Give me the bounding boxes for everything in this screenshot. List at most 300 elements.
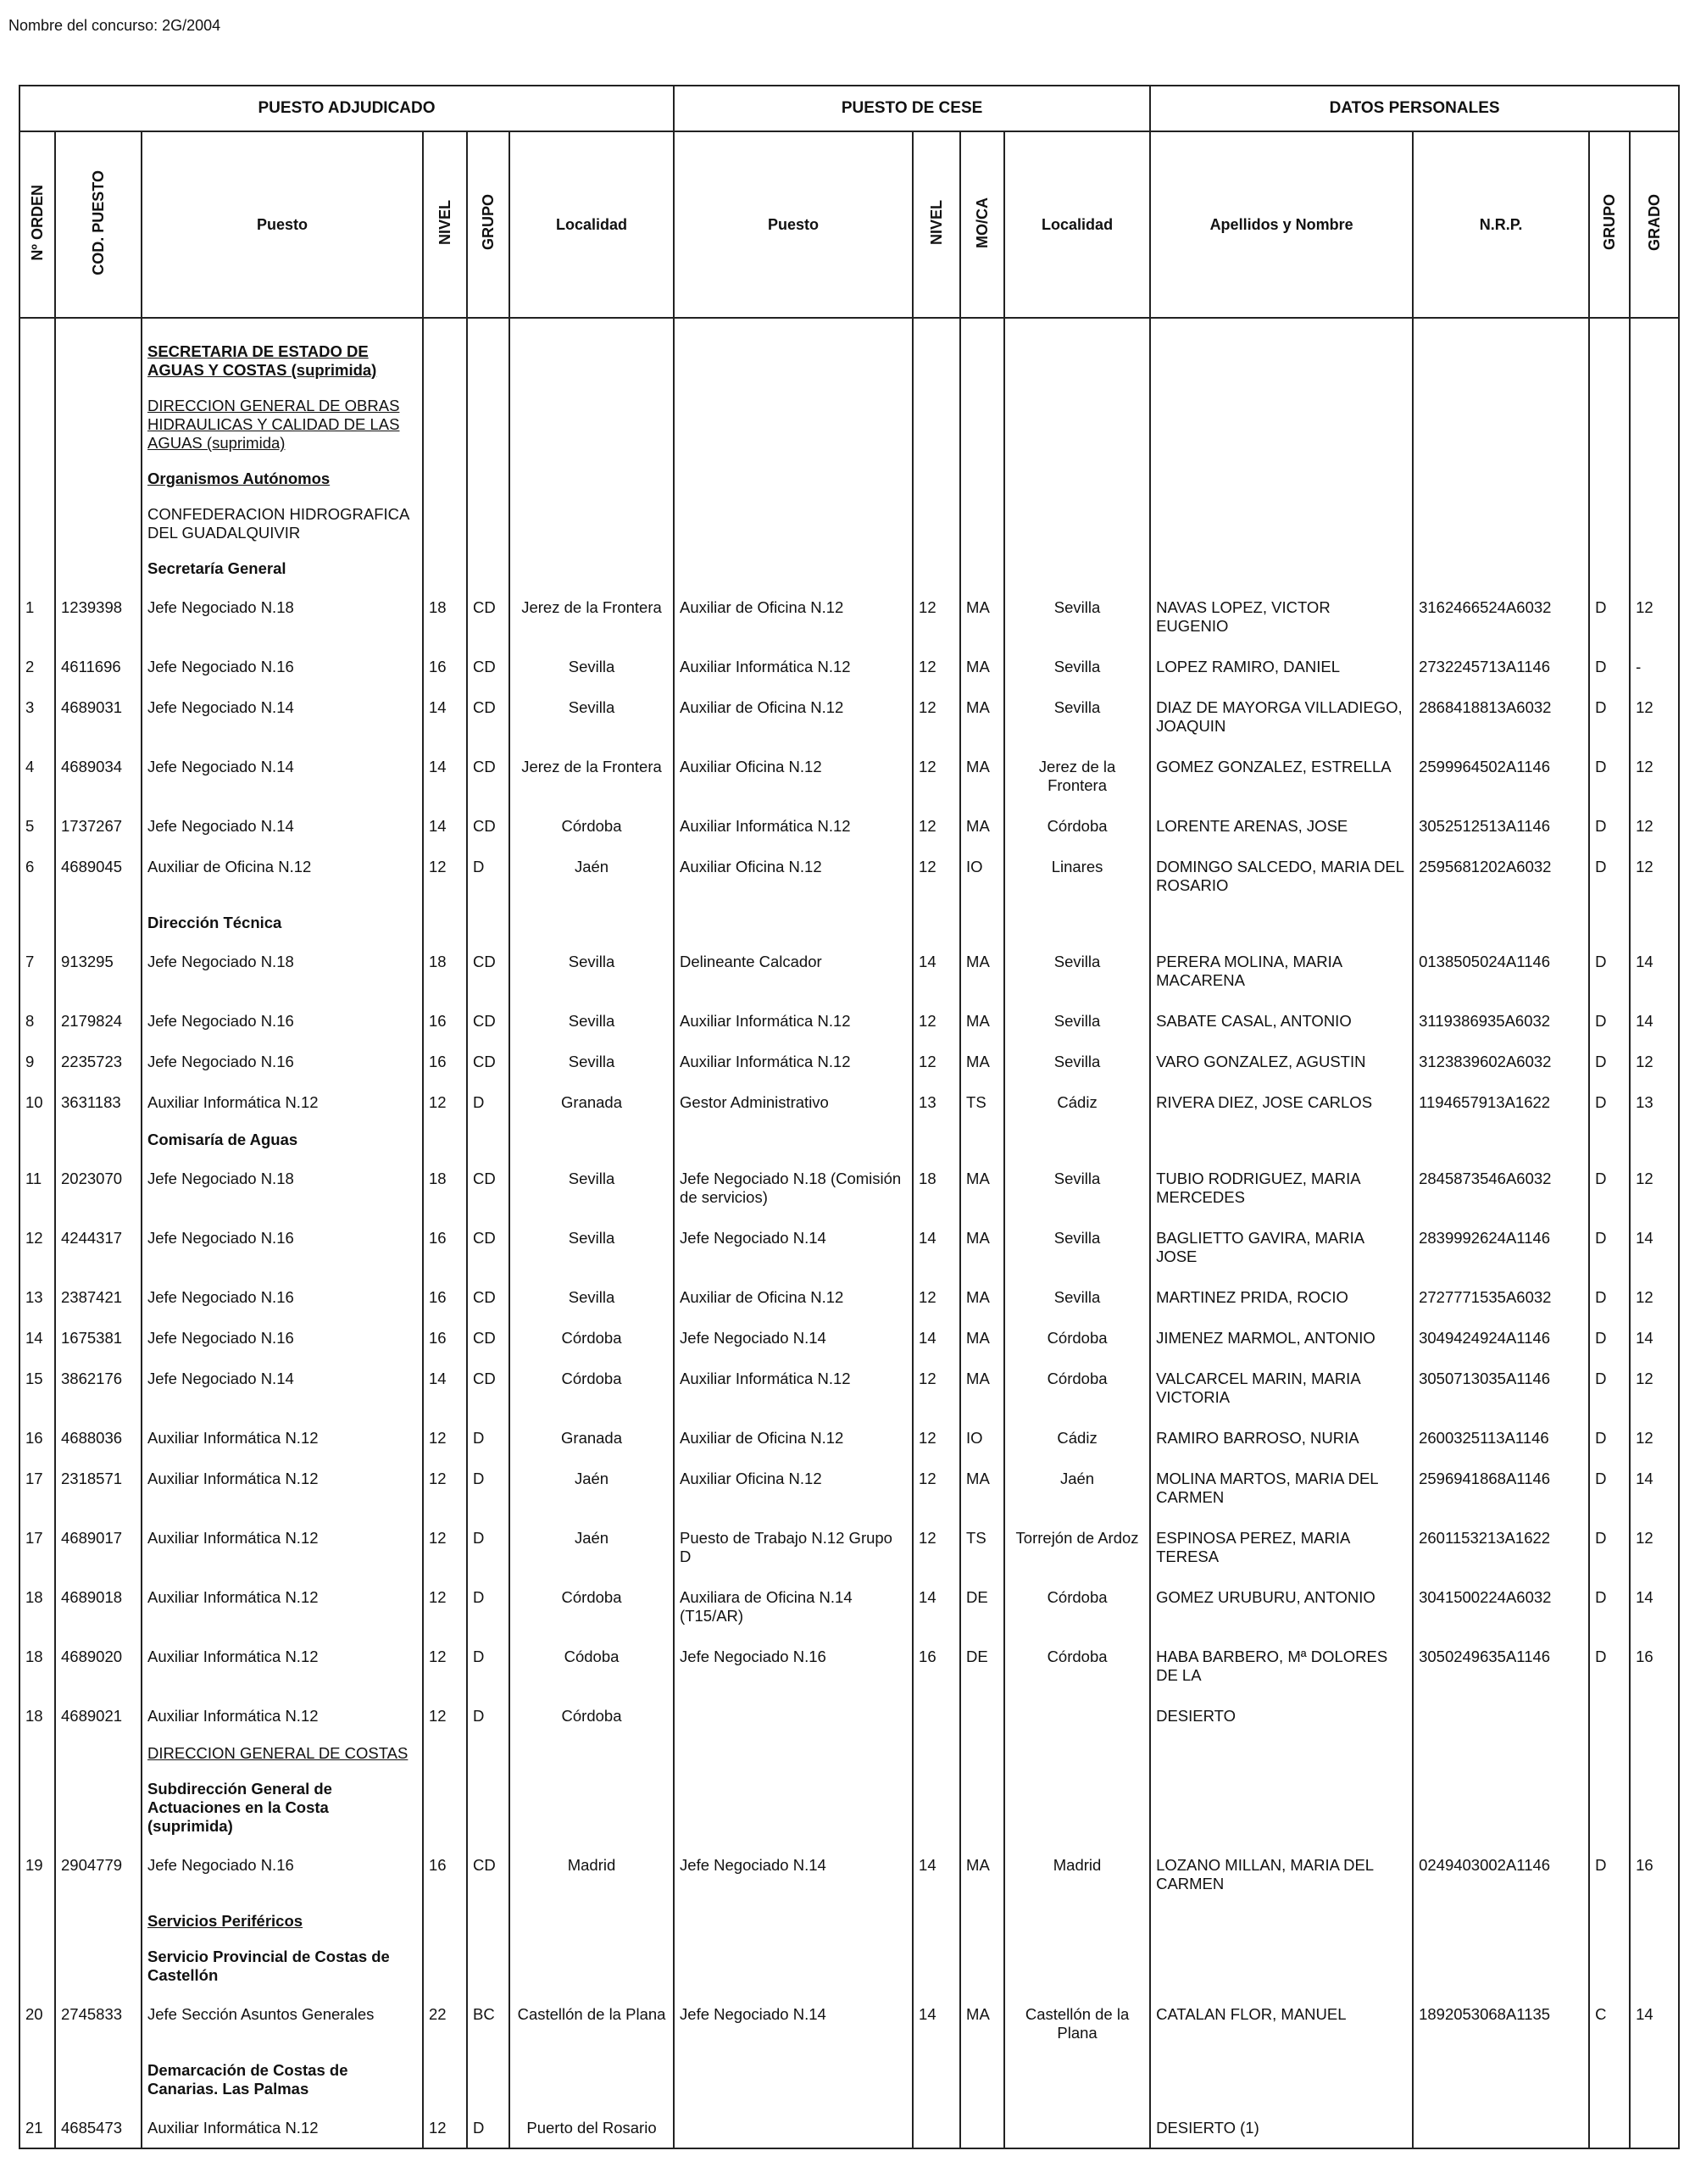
cell-localidad2: Sevilla: [1004, 941, 1150, 1000]
cell-grupo: CD: [467, 586, 509, 646]
empty-cell: [674, 334, 913, 388]
cell-puesto2: Auxiliar Oficina N.12: [674, 846, 913, 905]
cell-puesto2: Auxiliar Informática N.12: [674, 646, 913, 686]
empty-cell: [1004, 461, 1150, 497]
cell-puesto2: Jefe Negociado N.14: [674, 1993, 913, 2053]
col-moca: [960, 131, 1004, 318]
table-row: [19, 686, 1679, 746]
empty-cell: [1413, 334, 1589, 388]
cell-grupo: CD: [467, 941, 509, 1000]
empty-cell: [467, 461, 509, 497]
empty-cell: [19, 1903, 55, 1939]
empty-cell: [509, 461, 674, 497]
empty-cell: [1004, 551, 1150, 586]
cell-localidad2: Sevilla: [1004, 646, 1150, 686]
cell-nivel2: 12: [913, 646, 960, 686]
cell-grupo: D: [467, 1081, 509, 1122]
table-row: [19, 1636, 1679, 1695]
cell-nombre: NAVAS LOPEZ, VICTOR EUGENIO: [1150, 586, 1413, 646]
table-body: [19, 318, 1679, 2148]
empty-cell: [1004, 905, 1150, 941]
cell-orden: 1: [19, 586, 55, 646]
empty-cell: [467, 1771, 509, 1844]
empty-cell: [674, 497, 913, 551]
empty-cell: [55, 905, 142, 941]
cell-nivel: 12: [423, 846, 467, 905]
cell-nivel2: 12: [913, 805, 960, 846]
cell-grupo: CD: [467, 686, 509, 746]
empty-cell: [467, 1736, 509, 1771]
cell-puesto: Jefe Negociado N.18: [142, 941, 423, 1000]
cell-nivel: 12: [423, 2107, 467, 2148]
section-row: [19, 551, 1679, 586]
cell-grado: 12: [1630, 805, 1679, 846]
empty-cell: [423, 551, 467, 586]
empty-cell: [19, 334, 55, 388]
cell-nrp: 3162466524A6032: [1413, 586, 1589, 646]
cell-grado: 14: [1630, 1317, 1679, 1358]
cell-localidad: Sevilla: [509, 1041, 674, 1081]
empty-cell: [423, 905, 467, 941]
cell-localidad2: Cádiz: [1004, 1417, 1150, 1458]
table-row: [19, 1993, 1679, 2053]
cell-grupo: CD: [467, 1217, 509, 1276]
empty-cell: [1630, 1939, 1679, 1993]
empty-cell: [1150, 497, 1413, 551]
empty-cell: [1630, 1122, 1679, 1158]
cell-nrp: 3049424924A1146: [1413, 1317, 1589, 1358]
cell-localidad: Jaén: [509, 1517, 674, 1576]
cell-nivel2: 12: [913, 1358, 960, 1417]
empty-cell: [1004, 1939, 1150, 1993]
cell-puesto: Auxiliar Informática N.12: [142, 1517, 423, 1576]
cell-cod: 4689017: [55, 1517, 142, 1576]
cell-nrp: 2599964502A1146: [1413, 746, 1589, 805]
cell-orden: 7: [19, 941, 55, 1000]
empty-cell: [913, 1903, 960, 1939]
cell-grupo: CD: [467, 1000, 509, 1041]
section-row: [19, 1122, 1679, 1158]
cell-grado: 12: [1630, 746, 1679, 805]
cell-localidad: Sevilla: [509, 1158, 674, 1217]
cell-moca: [960, 2107, 1004, 2148]
empty-cell: [55, 497, 142, 551]
cell-grupo: CD: [467, 1158, 509, 1217]
cell-localidad: Córdoba: [509, 1317, 674, 1358]
section-heading: [142, 334, 423, 388]
cell-nombre: BAGLIETTO GAVIRA, MARIA JOSE: [1150, 1217, 1413, 1276]
empty-cell: [1413, 1122, 1589, 1158]
cell-nivel2: 12: [913, 586, 960, 646]
cell-nivel: 12: [423, 1695, 467, 1736]
cell-nivel: 16: [423, 646, 467, 686]
cell-puesto2: Delineante Calcador: [674, 941, 913, 1000]
empty-cell: [423, 1939, 467, 1993]
cell-moca: DE: [960, 1576, 1004, 1636]
empty-cell: [19, 2053, 55, 2107]
empty-cell: [913, 461, 960, 497]
table-row: [19, 746, 1679, 805]
table-row: [19, 1458, 1679, 1517]
cell-cod: 3631183: [55, 1081, 142, 1122]
cell-grado: 16: [1630, 1636, 1679, 1695]
cell-nivel2: 14: [913, 1844, 960, 1903]
section-row: [19, 388, 1679, 461]
spacer-cell: [1413, 318, 1589, 334]
cell-orden: 4: [19, 746, 55, 805]
empty-cell: [960, 388, 1004, 461]
empty-cell: [1589, 334, 1630, 388]
cell-nombre: DOMINGO SALCEDO, MARIA DEL ROSARIO: [1150, 846, 1413, 905]
cell-localidad: Jerez de la Frontera: [509, 746, 674, 805]
table-row: [19, 1276, 1679, 1317]
cell-nivel2: 12: [913, 1458, 960, 1517]
cell-localidad2: Madrid: [1004, 1844, 1150, 1903]
cell-cod: 1737267: [55, 805, 142, 846]
cell-grado: [1630, 1695, 1679, 1736]
cell-puesto: Auxiliar de Oficina N.12: [142, 846, 423, 905]
empty-cell: [1589, 2053, 1630, 2107]
col-nivel-label: NIVEL: [436, 199, 453, 245]
cell-moca: DE: [960, 1636, 1004, 1695]
cell-localidad: Granada: [509, 1081, 674, 1122]
cell-grupo2: D: [1589, 746, 1630, 805]
cell-puesto: Jefe Negociado N.18: [142, 1158, 423, 1217]
section-heading-text: Subdirección General de Actuaciones en la Costa (suprimida): [147, 1780, 332, 1835]
empty-cell: [423, 1122, 467, 1158]
spacer-cell: [1630, 318, 1679, 334]
cell-nivel2: [913, 1695, 960, 1736]
cell-localidad: Córdoba: [509, 805, 674, 846]
table-row: [19, 1517, 1679, 1576]
empty-cell: [674, 1771, 913, 1844]
cell-nivel: 12: [423, 1636, 467, 1695]
cell-localidad: Granada: [509, 1417, 674, 1458]
empty-cell: [423, 1903, 467, 1939]
cell-moca: TS: [960, 1517, 1004, 1576]
col-grupo-label: GRUPO: [479, 194, 497, 251]
cell-grupo: D: [467, 1517, 509, 1576]
cell-cod: 2745833: [55, 1993, 142, 2053]
empty-cell: [19, 1736, 55, 1771]
table-row: [19, 586, 1679, 646]
section-heading: [142, 1771, 423, 1844]
empty-cell: [1004, 1771, 1150, 1844]
cell-grupo2: D: [1589, 1217, 1630, 1276]
cell-cod: 4689031: [55, 686, 142, 746]
empty-cell: [19, 461, 55, 497]
cell-cod: 4689018: [55, 1576, 142, 1636]
cell-nivel2: 12: [913, 1417, 960, 1458]
cell-nivel: 22: [423, 1993, 467, 2053]
cell-grupo: D: [467, 1695, 509, 1736]
section-heading-text: Servicio Provincial de Costas de Castellón: [147, 1948, 390, 1984]
section-heading-text: DIRECCION GENERAL DE COSTAS: [147, 1744, 408, 1762]
cell-puesto: Jefe Negociado N.14: [142, 686, 423, 746]
cell-nrp: 3050249635A1146: [1413, 1636, 1589, 1695]
col-cod-puesto: [55, 131, 142, 318]
col-nrp: N.R.P.: [1413, 131, 1589, 318]
cell-grado: 13: [1630, 1081, 1679, 1122]
cell-grupo2: D: [1589, 646, 1630, 686]
cell-localidad: Sevilla: [509, 646, 674, 686]
spacer-cell: [55, 318, 142, 334]
empty-cell: [1413, 1903, 1589, 1939]
section-heading: [142, 497, 423, 551]
empty-cell: [960, 1771, 1004, 1844]
cell-localidad2: Sevilla: [1004, 1276, 1150, 1317]
cell-grupo2: D: [1589, 1041, 1630, 1081]
cell-puesto2: Auxiliar Oficina N.12: [674, 746, 913, 805]
empty-cell: [674, 1939, 913, 1993]
section-heading: [142, 551, 423, 586]
empty-cell: [1630, 497, 1679, 551]
empty-cell: [1589, 551, 1630, 586]
cell-puesto: Jefe Negociado N.14: [142, 746, 423, 805]
cell-nrp: 3119386935A6032: [1413, 1000, 1589, 1041]
cell-nombre: LORENTE ARENAS, JOSE: [1150, 805, 1413, 846]
cell-moca: MA: [960, 1317, 1004, 1358]
empty-cell: [913, 1736, 960, 1771]
cell-nombre: LOZANO MILLAN, MARIA DEL CARMEN: [1150, 1844, 1413, 1903]
empty-cell: [509, 497, 674, 551]
cell-nivel: 14: [423, 1358, 467, 1417]
empty-cell: [55, 388, 142, 461]
cell-nombre: MOLINA MARTOS, MARIA DEL CARMEN: [1150, 1458, 1413, 1517]
cell-cod: 2179824: [55, 1000, 142, 1041]
cell-grupo2: D: [1589, 1276, 1630, 1317]
cell-localidad: Sevilla: [509, 1000, 674, 1041]
adjudicaciones-table-wrap: [19, 85, 1678, 2149]
spacer-cell: [1150, 318, 1413, 334]
header-datos-personales: DATOS PERSONALES: [1150, 86, 1679, 131]
empty-cell: [467, 334, 509, 388]
cell-moca: MA: [960, 646, 1004, 686]
empty-cell: [960, 905, 1004, 941]
cell-localidad: Castellón de la Plana: [509, 1993, 674, 2053]
empty-cell: [423, 334, 467, 388]
empty-cell: [467, 1122, 509, 1158]
cell-nrp: [1413, 1695, 1589, 1736]
col-orden-label: Nº ORDEN: [28, 184, 46, 261]
spacer-cell: [423, 318, 467, 334]
cell-localidad: Córdoba: [509, 1576, 674, 1636]
empty-cell: [509, 1939, 674, 1993]
spacer-cell: [960, 318, 1004, 334]
table-row: [19, 805, 1679, 846]
empty-cell: [913, 2053, 960, 2107]
cell-orden: 3: [19, 686, 55, 746]
table-row: [19, 1000, 1679, 1041]
cell-grado: 12: [1630, 1158, 1679, 1217]
cell-nivel2: 12: [913, 746, 960, 805]
empty-cell: [1413, 497, 1589, 551]
empty-cell: [1150, 1736, 1413, 1771]
spacer-cell: [674, 318, 913, 334]
cell-grupo2: D: [1589, 1576, 1630, 1636]
empty-cell: [467, 1939, 509, 1993]
empty-cell: [55, 1736, 142, 1771]
empty-cell: [1413, 905, 1589, 941]
cell-nrp: 3041500224A6032: [1413, 1576, 1589, 1636]
empty-cell: [674, 2053, 913, 2107]
cell-nivel2: 12: [913, 846, 960, 905]
cell-orden: 17: [19, 1517, 55, 1576]
cell-puesto: Jefe Negociado N.18: [142, 586, 423, 646]
empty-cell: [467, 497, 509, 551]
col-nivel: [423, 131, 467, 318]
cell-orden: 16: [19, 1417, 55, 1458]
cell-nivel2: [913, 2107, 960, 2148]
spacer-cell: [1589, 318, 1630, 334]
empty-cell: [1004, 1736, 1150, 1771]
cell-puesto: Auxiliar Informática N.12: [142, 1458, 423, 1517]
cell-localidad2: Sevilla: [1004, 1158, 1150, 1217]
cell-grupo2: D: [1589, 1458, 1630, 1517]
cell-orden: 11: [19, 1158, 55, 1217]
empty-cell: [509, 334, 674, 388]
cell-puesto2: Puesto de Trabajo N.12 Grupo D: [674, 1517, 913, 1576]
cell-localidad2: Córdoba: [1004, 1358, 1150, 1417]
cell-nivel: 12: [423, 1458, 467, 1517]
cell-moca: TS: [960, 1081, 1004, 1122]
section-heading-text: SECRETARIA DE ESTADO DE AGUAS Y COSTAS (suprimida): [147, 342, 377, 379]
cell-cod: 2235723: [55, 1041, 142, 1081]
cell-grupo2: D: [1589, 1158, 1630, 1217]
section-heading: [142, 1122, 423, 1158]
empty-cell: [960, 334, 1004, 388]
cell-moca: MA: [960, 1158, 1004, 1217]
empty-cell: [55, 1903, 142, 1939]
cell-localidad: Sevilla: [509, 941, 674, 1000]
cell-localidad2: Sevilla: [1004, 1000, 1150, 1041]
empty-cell: [913, 497, 960, 551]
cell-nivel2: 14: [913, 1317, 960, 1358]
cell-nivel: 18: [423, 586, 467, 646]
empty-cell: [1413, 388, 1589, 461]
cell-nrp: 0249403002A1146: [1413, 1844, 1589, 1903]
spacer-cell: [19, 318, 55, 334]
cell-nivel: 16: [423, 1041, 467, 1081]
empty-cell: [423, 388, 467, 461]
cell-localidad: Madrid: [509, 1844, 674, 1903]
cell-grupo: CD: [467, 646, 509, 686]
cell-localidad2: Cádiz: [1004, 1081, 1150, 1122]
empty-cell: [467, 1903, 509, 1939]
empty-cell: [1630, 1771, 1679, 1844]
cell-nombre: DESIERTO (1): [1150, 2107, 1413, 2148]
cell-orden: 19: [19, 1844, 55, 1903]
empty-cell: [913, 1939, 960, 1993]
empty-cell: [960, 1903, 1004, 1939]
cell-nrp: 2732245713A1146: [1413, 646, 1589, 686]
empty-cell: [1630, 1736, 1679, 1771]
cell-puesto: Auxiliar Informática N.12: [142, 1576, 423, 1636]
table-row: [19, 846, 1679, 905]
cell-nombre: TUBIO RODRIGUEZ, MARIA MERCEDES: [1150, 1158, 1413, 1217]
cell-nivel2: 12: [913, 1000, 960, 1041]
cell-cod: 4689020: [55, 1636, 142, 1695]
empty-cell: [1004, 497, 1150, 551]
cell-grado: 16: [1630, 1844, 1679, 1903]
col-moca-label: MO/CA: [973, 197, 991, 248]
cell-moca: MA: [960, 1000, 1004, 1041]
cell-nombre: RIVERA DIEZ, JOSE CARLOS: [1150, 1081, 1413, 1122]
cell-cod: 2318571: [55, 1458, 142, 1517]
empty-cell: [55, 334, 142, 388]
cell-nrp: 2839992624A1146: [1413, 1217, 1589, 1276]
empty-cell: [1150, 1122, 1413, 1158]
col-grado-label: GRADO: [1645, 194, 1663, 251]
table-row: [19, 1417, 1679, 1458]
cell-grado: 14: [1630, 1458, 1679, 1517]
empty-cell: [1630, 461, 1679, 497]
cell-nrp: 3052512513A1146: [1413, 805, 1589, 846]
cell-localidad2: [1004, 1695, 1150, 1736]
cell-grupo2: D: [1589, 1844, 1630, 1903]
empty-cell: [1150, 905, 1413, 941]
cell-nrp: 2727771535A6032: [1413, 1276, 1589, 1317]
cell-nivel: 12: [423, 1417, 467, 1458]
cell-cod: 4689034: [55, 746, 142, 805]
cell-puesto: Auxiliar Informática N.12: [142, 1636, 423, 1695]
col-puesto: Puesto: [142, 131, 423, 318]
cell-cod: 4685473: [55, 2107, 142, 2148]
cell-orden: 10: [19, 1081, 55, 1122]
table-row: [19, 2107, 1679, 2148]
cell-orden: 18: [19, 1576, 55, 1636]
cell-puesto2: [674, 2107, 913, 2148]
cell-nivel2: 12: [913, 1041, 960, 1081]
cell-moca: MA: [960, 1993, 1004, 2053]
spacer-cell: [142, 318, 423, 334]
empty-cell: [1413, 1939, 1589, 1993]
empty-cell: [55, 2053, 142, 2107]
col-nivel-cese-label: NIVEL: [927, 199, 945, 245]
empty-cell: [1589, 461, 1630, 497]
section-heading: [142, 461, 423, 497]
empty-cell: [467, 905, 509, 941]
empty-cell: [423, 497, 467, 551]
cell-puesto2: Jefe Negociado N.14: [674, 1317, 913, 1358]
col-grupo: [467, 131, 509, 318]
col-nivel-cese: [913, 131, 960, 318]
empty-cell: [960, 1736, 1004, 1771]
section-row: [19, 461, 1679, 497]
cell-nivel2: 12: [913, 1517, 960, 1576]
cell-nombre: VALCARCEL MARIN, MARIA VICTORIA: [1150, 1358, 1413, 1417]
cell-orden: 12: [19, 1217, 55, 1276]
section-row: [19, 334, 1679, 388]
empty-cell: [1589, 1903, 1630, 1939]
cell-puesto: Auxiliar Informática N.12: [142, 1695, 423, 1736]
cell-grado: 12: [1630, 1517, 1679, 1576]
cell-grupo: D: [467, 1417, 509, 1458]
cell-nombre: VARO GONZALEZ, AGUSTIN: [1150, 1041, 1413, 1081]
empty-cell: [423, 1736, 467, 1771]
cell-puesto2: Auxiliar Informática N.12: [674, 805, 913, 846]
empty-cell: [1589, 1771, 1630, 1844]
empty-cell: [19, 1939, 55, 1993]
cell-grupo: CD: [467, 1317, 509, 1358]
cell-grupo: D: [467, 1576, 509, 1636]
empty-cell: [467, 551, 509, 586]
empty-cell: [55, 1939, 142, 1993]
cell-nombre: RAMIRO BARROSO, NURIA: [1150, 1417, 1413, 1458]
empty-cell: [1630, 1903, 1679, 1939]
empty-cell: [1004, 1122, 1150, 1158]
cell-nrp: 2845873546A6032: [1413, 1158, 1589, 1217]
